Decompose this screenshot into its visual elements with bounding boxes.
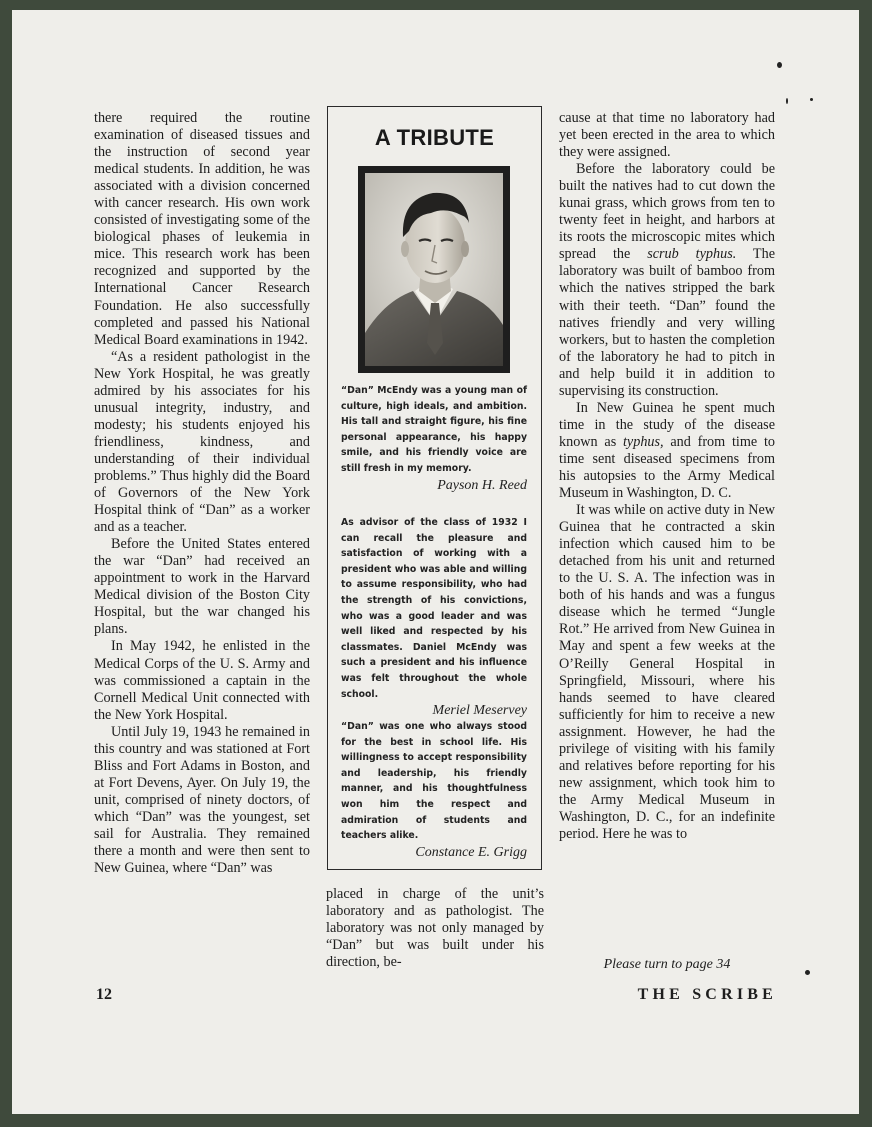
- tribute-quote-2: As advisor of the class of 1932 I can recall the pleasure and satisfaction of working with a president who was able and willing to assume responsibility, who had the strength of his convictions, who was a good leader and was well liked and respected by his classmates. Daniel McEndy was such a president and his influence was felt throughout the whole school.: [341, 517, 527, 700]
- tribute-signature-3: Constance E. Grigg: [415, 844, 527, 860]
- continued-note: Please turn to page 34: [603, 957, 731, 972]
- page-number: 12: [96, 986, 112, 1003]
- print-speck: [805, 970, 810, 975]
- paragraph: It was while on active duty in New Guinea that he contracted a skin infection which caused him to be detached from his unit and returned to the U. S. A. The infection was in both of his hands and was a fungus disease which he termed “Jungle Rot.” He arrived from New Guinea in May and spent a few weeks at the O’Reilly General Hospital in Springfield, Missouri, where his hands seemed to have cleared sufficiently for him to receive a new assignment. However, he had the privilege of visiting with his family and relatives before reporting for his new assignment, which took him to the Army Medical Museum in Washington, D. C., for an indefinite period. Here he was to: [559, 502, 775, 842]
- paragraph: there required the routine examination of diseased tissues and the instruction of second year medical students. In addition, he was associated with a division concerned with cancer research. His own work consisted of investigating some of the biological phases of leukemia in mice. This research work has been recognized and supported by the International Cancer Research Foundation. He also successfully completed and passed his National Medical Board examinations in 1942.: [94, 110, 310, 348]
- column-left: [94, 110, 310, 877]
- print-speck: [777, 62, 782, 68]
- paragraph: “As a resident pathologist in the New York Hospital, he was greatly admired by his associates for his unusual integrity, industry, and modesty; his students enjoyed his friendliness, kindness, and understanding of their individual problems.” Thus highly did the Board of Governors of the New York Hospital think of “Dan” as a worker and as a teacher.: [94, 348, 310, 536]
- portrait-frame: [358, 166, 510, 373]
- magazine-page: [12, 10, 859, 1114]
- paragraph: In New Guinea he spent much time in the study of the disease known as typhus, and from time to time sent diseased specimens from his autopsies to the Army Medical Museum in Washington, D. C.: [559, 399, 775, 502]
- paragraph: placed in charge of the unit’s laboratory and as pathologist. The laboratory was not only managed by “Dan” but was built under his direction, be-: [326, 886, 544, 971]
- paragraph: Before the laboratory could be built the natives had to cut down the kunai grass, which grows from ten to twenty feet in height, and harbors at its roots the microscopic mites which spread the scrub typhus. The laboratory was built of bamboo from which the natives stripped the bark with their teeth. “Dan” found the natives friendly and very willing workers, but to hasten the completion of the laboratory he had to pitch in and help build it in addition to supervising its construction.: [559, 161, 775, 399]
- tribute-entry-2: [341, 515, 527, 720]
- print-speck: [786, 98, 788, 104]
- tribute-entry-3: [341, 719, 527, 862]
- paragraph: In May 1942, he enlisted in the Medical Corps of the U. S. Army and was commissioned a captain in the Cornell Medical Unit connected with the New York Hospital.: [94, 638, 310, 723]
- tribute-heading: A TRIBUTE: [374, 125, 495, 150]
- paragraph: cause at that time no laboratory had yet been erected in the area to which they were assigned.: [559, 110, 775, 161]
- tribute-entry-1: [341, 383, 527, 495]
- column-middle-continuation: [326, 886, 544, 971]
- tribute-signature-1: Payson H. Reed: [437, 477, 527, 493]
- tribute-box: [327, 106, 542, 870]
- print-speck: [810, 98, 813, 101]
- portrait-photo: [365, 173, 503, 366]
- tribute-quote-1: “Dan” McEndy was a young man of culture, high ideals, and ambition. His tall and straight figure, his fine personal appearance, his happy smile, and his friendly voice are still fresh in my memory.: [341, 385, 527, 474]
- tribute-quote-3: “Dan” was one who always stood for the best in school life. His willingness to accept responsibility and leadership, his friendly manner, and his thoughtfulness won him the respect and admiration of students and teachers alike.: [341, 721, 527, 842]
- tribute-signature-2: Meriel Meservey: [432, 703, 527, 719]
- paragraph: Before the United States entered the war “Dan” had received an appointment to work in the Harvard Medical division of the Boston City Hospital, but the war changed his plans.: [94, 536, 310, 638]
- paragraph: Until July 19, 1943 he remained in this country and was stationed at Fort Bliss and Fort Adams in Boston, and at Fort Devens, Ayer. On July 19, the unit, comprised of ninety doctors, of which “Dan” was the youngest, set sail for Australia. They remained there a month and were then sent to New Guinea, where “Dan” was: [94, 723, 310, 877]
- publication-name: THE SCRIBE: [637, 986, 777, 1003]
- column-right: [559, 110, 775, 843]
